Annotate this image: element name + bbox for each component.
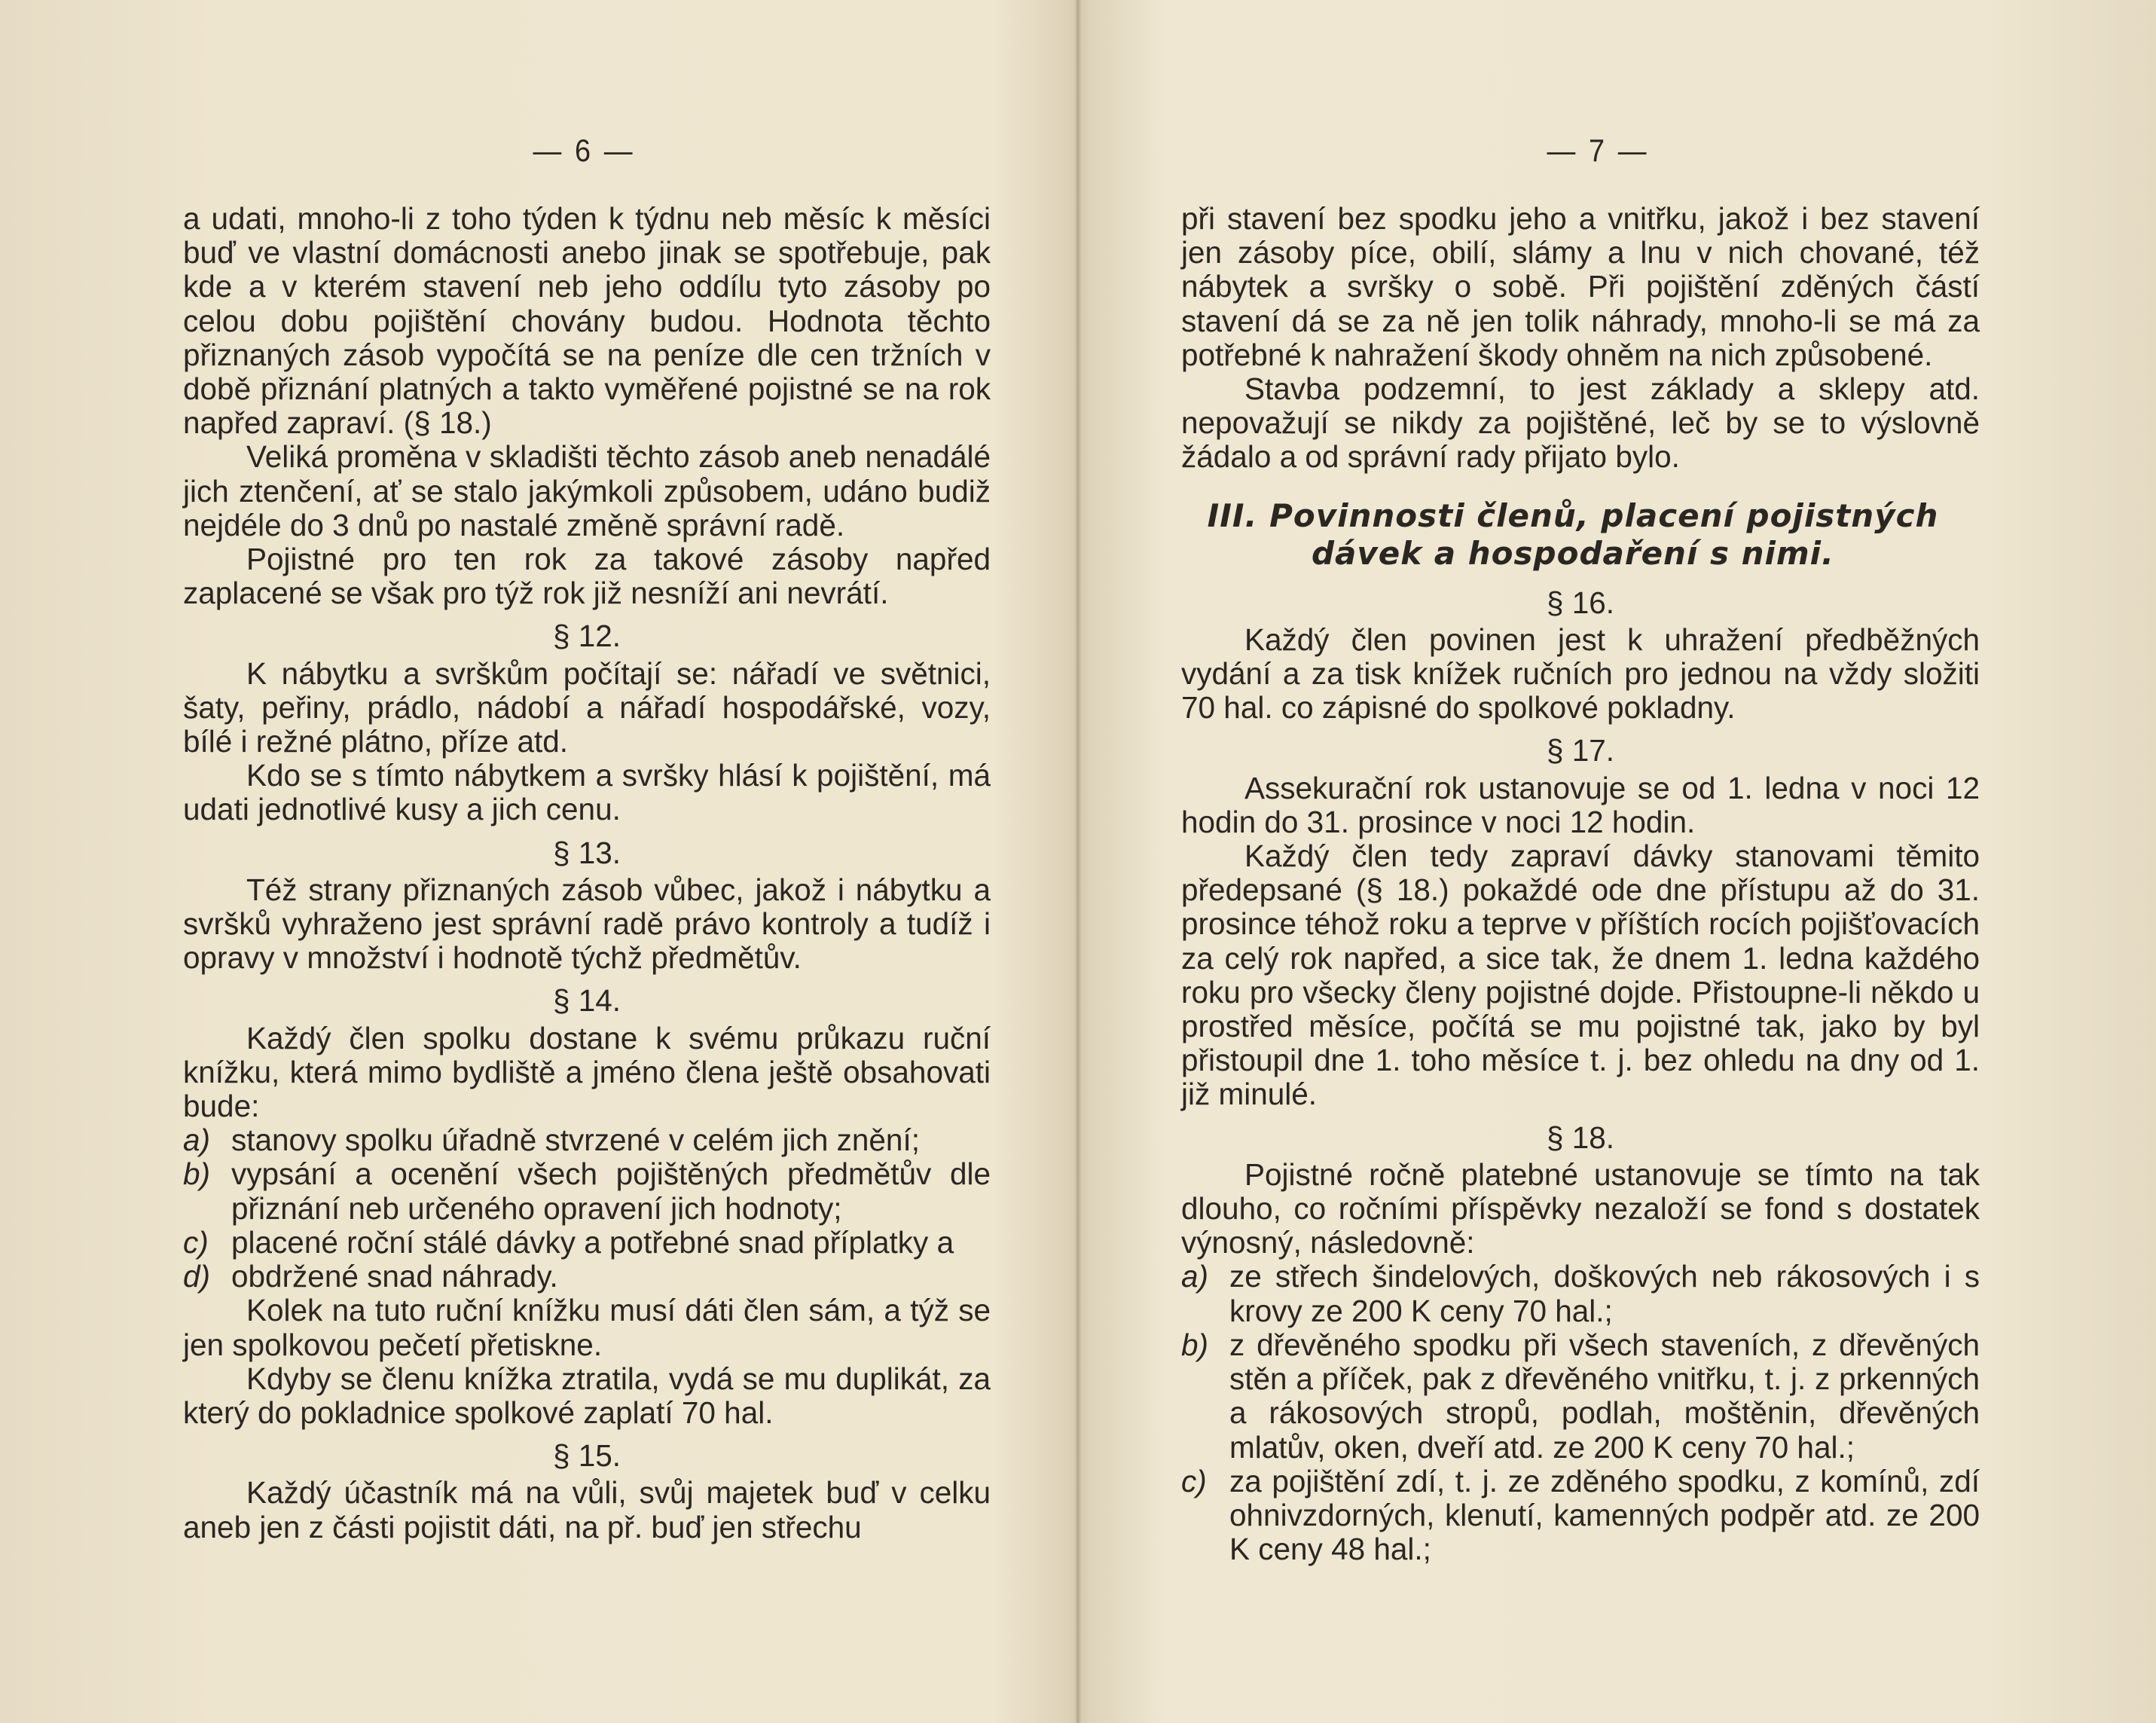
section-number: § 15. bbox=[552, 1438, 621, 1474]
list-item-text: z dřevěného spodku při všech staveních, z dřevěných stěn a příček, pak z dřevěného vnitřku, t. j. z prkenných a rákosových stropů, podlah, moštěnin, dřevěných mlatův, oken, dveří atd. ze 200 K ceny 70 hal.; bbox=[1229, 1327, 1980, 1465]
item-list bbox=[183, 1123, 991, 1294]
list-item bbox=[183, 1157, 991, 1225]
paragraph: Stavba podzemní, to jest základy a sklepy atd. nepovažují se nikdy za pojištěné, leč by se to výslovně žádalo a od správní rady přijato bylo. bbox=[1181, 371, 1980, 475]
section-number: § 18. bbox=[1546, 1120, 1615, 1155]
list-marker: b) bbox=[183, 1156, 211, 1192]
paragraph: Veliká proměna v skladišti těchto zásob aneb nenadálé jich ztenčení, ať se stalo jakýmkoli způsobem, udáno budiž nejdéle do 3 dnů po nastalé změně správní radě. bbox=[183, 439, 991, 542]
section-number: § 12. bbox=[552, 619, 621, 654]
right-page bbox=[1079, 0, 2156, 1723]
paragraph: a udati, mnoho-li z toho týden k týdnu neb měsíc k měsíci buď ve vlastní domácnosti anebo jinak se spotřebuje, pak kde a v kterém stavení neb jeho oddílu tyto zásoby po celou dobu pojištění chovány budou. Hodnota těchto přiznaných zásob vypočítá se na peníze dle cen tržních v době přiznání platných a takto vyměřené pojistné se na rok napřed zapraví. (§ 18.) bbox=[183, 201, 991, 441]
list-marker: a) bbox=[183, 1123, 211, 1158]
chapter-heading-line: dávek a hospodaření s nimi. bbox=[1311, 534, 1835, 572]
section-number: § 14. bbox=[552, 983, 621, 1019]
chapter-heading-line: III. Povinnosti členů, placení pojistných bbox=[1207, 496, 1939, 534]
right-text-column bbox=[1181, 202, 1980, 1566]
paragraph: Kolek na tuto ruční knížku musí dáti člen sám, a týž se jen spolkovou pečetí přetiskne. bbox=[183, 1293, 991, 1362]
list-item-text: obdržené snad náhrady. bbox=[231, 1259, 558, 1294]
list-marker: d) bbox=[183, 1259, 211, 1294]
list-item bbox=[183, 1260, 991, 1294]
paragraph: Pojistné pro ten rok za takové zásoby napřed zaplacené se však pro týž rok již nesníží ani nevrátí. bbox=[183, 542, 991, 611]
paragraph: Kdo se s tímto nábytkem a svršky hlásí k pojištění, má udati jednotlivé kusy a jich cenu. bbox=[183, 758, 991, 827]
paragraph: Každý člen povinen jest k uhražení předběžných vydání a za tisk knížek ručních pro jednou na vždy složiti 70 hal. co zápisné do spolkové pokladny. bbox=[1181, 622, 1980, 726]
left-text-column bbox=[183, 202, 991, 1544]
list-item-text: stanovy spolku úřadně stvrzené v celém jich znění; bbox=[231, 1123, 920, 1158]
paragraph: Též strany přiznaných zásob vůbec, jakož i nábytku a svršků vyhraženo jest správní radě právo kontroly a tudíž i opravy v množství i hodnotě týchž předmětův. bbox=[183, 872, 991, 976]
list-marker: c) bbox=[1181, 1463, 1207, 1498]
section-number: § 17. bbox=[1546, 733, 1615, 768]
paragraph: Každý účastník má na vůli, svůj majetek buď v celku aneb jen z části pojistit dáti, na př. buď jen střechu bbox=[183, 1475, 991, 1544]
list-item bbox=[1181, 1465, 1980, 1567]
paragraph: Kdyby se členu knížka ztratila, vydá se mu duplikát, za který do pokladnice spolkové zaplatí 70 hal. bbox=[183, 1361, 991, 1430]
list-item-text: vypsání a ocenění všech pojištěných předmětův dle přiznání neb určeného opravení jich hodnoty; bbox=[231, 1156, 991, 1226]
paragraph: K nábytku a svrškům počítají se: nářadí ve světnici, šaty, peřiny, prádlo, nádobí a nářadí hospodářské, vozy, bílé i režné plátno, příze atd. bbox=[183, 655, 991, 759]
list-marker: c) bbox=[183, 1224, 209, 1260]
page-number: — 7 — bbox=[1547, 133, 1650, 168]
paragraph: Assekurační rok ustanovuje se od 1. ledna v noci 12 hodin do 31. prosince v noci 12 hodin. bbox=[1181, 770, 1980, 839]
list-item-text: ze střech šindelových, doškových neb rákosových i s krovy ze 200 K ceny 70 hal.; bbox=[1229, 1259, 1980, 1328]
section-number: § 13. bbox=[552, 835, 621, 870]
list-item bbox=[183, 1123, 991, 1157]
chapter-heading bbox=[1166, 497, 1980, 573]
item-list bbox=[1181, 1260, 1980, 1566]
left-page bbox=[0, 0, 1077, 1723]
list-item bbox=[1181, 1328, 1980, 1465]
list-item bbox=[1181, 1260, 1980, 1327]
section-number: § 16. bbox=[1546, 585, 1615, 620]
list-item bbox=[183, 1226, 991, 1260]
paragraph: Každý člen tedy zapraví dávky stanovami těmito předepsané (§ 18.) pokaždé ode dne přístupu až do 31. prosince téhož roku a teprve v příštích rocích pojišťovacích za celý rok napřed, a sice tak, že dnem 1. ledna každého roku pro všecky členy pojistné dojde. Přistoupne-li někdo u prostřed měsíce, počítá se mu pojistné tak, jako by byl přistoupil dne 1. toho měsíce t. j. bez ohledu na dny od 1. již minulé. bbox=[1181, 839, 1980, 1112]
paragraph: Pojistné ročně platebné ustanovuje se tímto na tak dlouho, co ročními příspěvky nezaloží se fond s dostatek výnosný, následovně: bbox=[1181, 1156, 1980, 1260]
paragraph: při stavení bez spodku jeho a vnitřku, jakož i bez stavení jen zásoby píce, obilí, slámy a lnu v nich chované, též nábytek a svršky o sobě. Při pojištění zděných částí stavení dá se za ně jen tolik náhrady, mnoho-li se má za potřebné k nahražení škody ohněm na nich způsobené. bbox=[1181, 201, 1980, 372]
list-item-text: placené roční stálé dávky a potřebné snad příplatky a bbox=[231, 1224, 954, 1260]
list-marker: a) bbox=[1181, 1259, 1209, 1294]
list-item-text: za pojištění zdí, t. j. ze zděného spodku, z komínů, zdí ohnivzdorných, klenutí, kamenných podpěr atd. ze 200 K ceny 48 hal.; bbox=[1229, 1463, 1980, 1567]
page-number: — 6 — bbox=[533, 133, 636, 168]
list-marker: b) bbox=[1181, 1327, 1209, 1362]
paragraph: Každý člen spolku dostane k svému průkazu ruční knížku, která mimo bydliště a jméno člena ještě obsahovati bude: bbox=[183, 1020, 991, 1124]
